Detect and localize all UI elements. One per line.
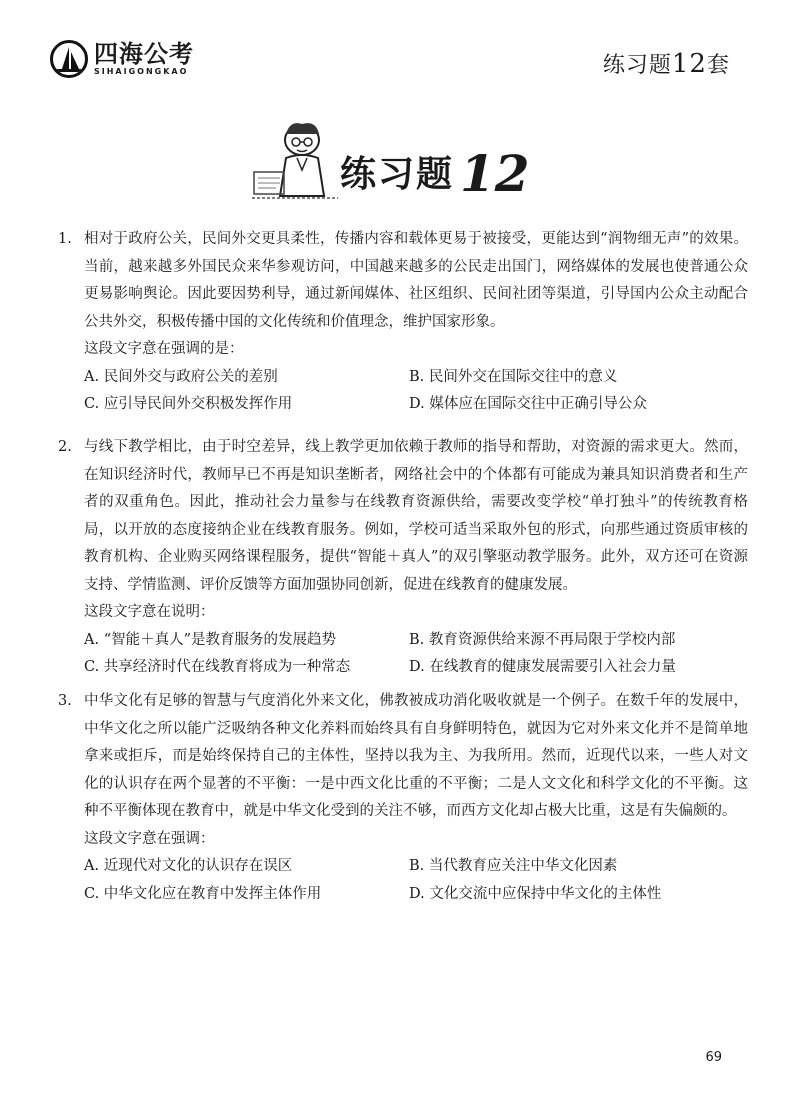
teacher-mascot-icon bbox=[250, 118, 340, 203]
option-d: D. 在线教育的健康发展需要引入社会力量 bbox=[409, 659, 676, 675]
brand-name-en: SIHAIGONGKAO bbox=[94, 67, 189, 76]
set-label bbox=[603, 48, 730, 79]
set-suffix: 套 bbox=[706, 53, 730, 78]
question-text: 相对于政府公关，民间外交更具柔性，传播内容和载体更易于被接受，更能达到“润物细无声”的效果。当前，越来越多外国民众来华参观访问，中国越来越多的公民走出国门，网络媒体的发展也使普通公众更易影响舆论。因此要因势利导，通过新闻媒体、社区组织、民间社团等渠道，引导国内公众主动配合公共外交，积极传播中国的文化传统和价值理念，维护国家形象。 bbox=[84, 231, 748, 330]
brand-name-cn: 四海公考 bbox=[94, 40, 194, 68]
option-d: D. 文化交流中应保持中华文化的主体性 bbox=[409, 885, 662, 902]
option-c: C. 中华文化应在教育中发挥主体作用 bbox=[84, 885, 322, 902]
question-1 bbox=[58, 226, 748, 419]
question-number: 2. bbox=[58, 439, 72, 455]
option-b: B. 当代教育应关注中华文化因素 bbox=[409, 858, 618, 874]
option-c: C. 共享经济时代在线教育将成为一种常态 bbox=[84, 659, 351, 675]
option-d: D. 媒体应在国际交往中正确引导公众 bbox=[409, 396, 647, 412]
options bbox=[84, 627, 748, 682]
title-number: 12 bbox=[460, 144, 530, 203]
question-text: 与线下教学相比，由于时空差异，线上教学更加依赖于教师的指导和帮助，对资源的需求更大。然而，在知识经济时代，教师早已不再是知识垄断者，网络社会中的个体都有可能成为兼具知识消费者和生产者的双重角色。因此，推动社会力量参与在线教育资源供给，需要改变学校“单打独斗”的传统教育格局，以开放的态度接纳企业在线教育服务。例如，学校可适当采取外包的形式，向那些通过资质审核的教育机构、企业购买网络课程服务，提供“智能＋真人”的双引擎驱动教学服务。此外，双方还可在资源支持、学情监测、评价反馈等方面加强协同创新，促进在线教育的健康发展。 bbox=[84, 439, 748, 593]
question-number: 3. bbox=[58, 693, 72, 709]
option-b: B. 教育资源供给来源不再局限于学校内部 bbox=[409, 631, 676, 648]
question-3 bbox=[58, 688, 748, 908]
option-a: A. 近现代对文化的认识存在误区 bbox=[84, 858, 293, 874]
question-stem: 这段文字意在强调： bbox=[84, 830, 215, 847]
options bbox=[84, 364, 748, 419]
option-a: A. “智能＋真人”是教育服务的发展趋势 bbox=[84, 631, 337, 648]
options bbox=[84, 853, 748, 908]
set-number: 12 bbox=[671, 49, 707, 79]
question-stem: 这段文字意在强调的是： bbox=[84, 341, 244, 357]
question-stem: 这段文字意在说明： bbox=[84, 604, 215, 620]
brand bbox=[50, 40, 194, 78]
option-c: C. 应引导民间外交积极发挥作用 bbox=[84, 396, 293, 412]
option-a: A. 民间外交与政府公关的差别 bbox=[84, 368, 278, 385]
sailboat-logo-icon bbox=[50, 40, 88, 78]
question-text: 中华文化有足够的智慧与气度消化外来文化，佛教被成功消化吸收就是一个例子。在数千年的发展中，中华文化之所以能广泛吸纳各种文化养料而始终具有自身鲜明特色，就因为它对外来文化并不是简单地拿来或拒斥，而是始终保持自己的主体性，坚持以我为主、为我所用。然而，近现代以来，一些人对文化的认识存在两个显著的不平衡：一是中西文化比重的不平衡；二是人文文化和科学文化的不平衡。这种不平衡体现在教育中，就是中华文化受到的关注不够，而西方文化却占极大比重，这是有失偏颇的。 bbox=[84, 693, 748, 819]
question-number: 1. bbox=[58, 231, 72, 247]
page-title bbox=[250, 118, 530, 203]
question-2 bbox=[58, 434, 748, 682]
option-b: B. 民间外交在国际交往中的意义 bbox=[409, 368, 618, 385]
title-text: 练习题 bbox=[340, 154, 455, 195]
set-prefix: 练习题 bbox=[602, 53, 672, 78]
page-number: 69 bbox=[705, 1050, 722, 1065]
